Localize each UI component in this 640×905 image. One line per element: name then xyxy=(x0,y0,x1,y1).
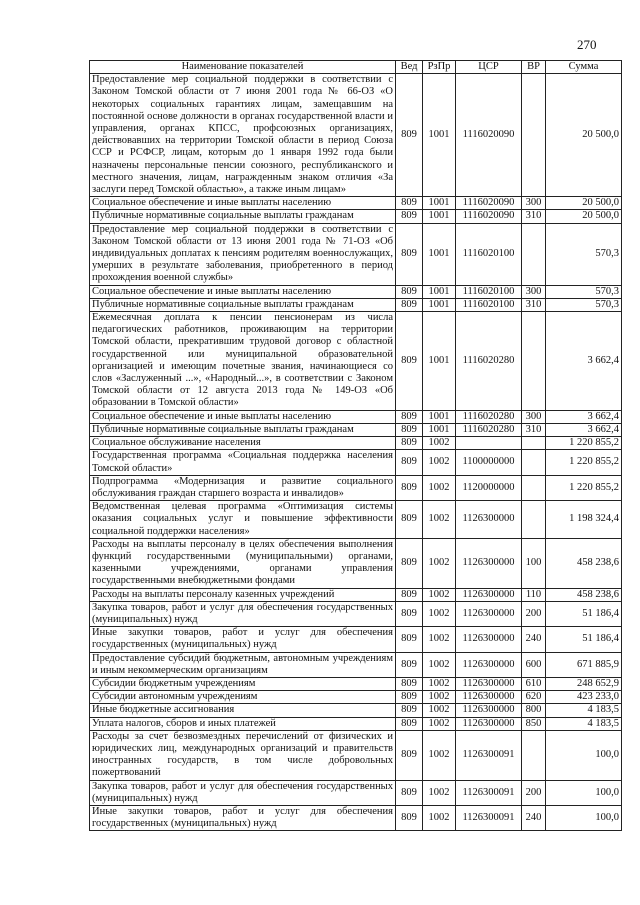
cell-rzpr: 1001 xyxy=(423,74,456,197)
cell-rzpr: 1002 xyxy=(423,730,456,780)
cell-sum: 3 662,4 xyxy=(546,410,622,423)
cell-rzpr: 1002 xyxy=(423,475,456,500)
cell-name: Иные бюджетные ассигнования xyxy=(90,704,396,717)
cell-vr xyxy=(522,730,546,780)
cell-sum: 100,0 xyxy=(546,780,622,805)
cell-vr: 100 xyxy=(522,538,546,588)
table-row xyxy=(90,704,622,717)
cell-vr xyxy=(522,450,546,475)
cell-sum: 4 183,5 xyxy=(546,704,622,717)
cell-name: Расходы на выплаты персоналу в целях обеспечения выполнения функций государственными (муниципальными) органами, казенными учреждениями, органами управления государственными внебюджетными фондами xyxy=(90,538,396,588)
cell-sum: 570,3 xyxy=(546,223,622,285)
cell-ved: 809 xyxy=(396,588,423,601)
budget-table xyxy=(89,60,622,831)
cell-rzpr: 1001 xyxy=(423,312,456,411)
cell-vr: 600 xyxy=(522,652,546,677)
cell-vr: 300 xyxy=(522,285,546,298)
cell-ved: 809 xyxy=(396,805,423,830)
cell-csr: 1116020100 xyxy=(456,223,522,285)
cell-vr: 850 xyxy=(522,717,546,730)
cell-vr: 800 xyxy=(522,704,546,717)
cell-rzpr: 1001 xyxy=(423,285,456,298)
cell-ved: 809 xyxy=(396,691,423,704)
cell-vr xyxy=(522,475,546,500)
cell-csr: 1126300000 xyxy=(456,717,522,730)
table-row xyxy=(90,210,622,223)
cell-vr xyxy=(522,312,546,411)
table-body xyxy=(90,74,622,831)
cell-csr: 1116020100 xyxy=(456,298,522,311)
cell-csr: 1116020280 xyxy=(456,312,522,411)
cell-vr: 610 xyxy=(522,677,546,690)
cell-name: Социальное обеспечение и иные выплаты населению xyxy=(90,410,396,423)
cell-rzpr: 1002 xyxy=(423,437,456,450)
cell-csr: 1120000000 xyxy=(456,475,522,500)
cell-rzpr: 1002 xyxy=(423,501,456,539)
table-row xyxy=(90,538,622,588)
cell-sum: 458 238,6 xyxy=(546,538,622,588)
cell-ved: 809 xyxy=(396,627,423,652)
cell-vr: 300 xyxy=(522,197,546,210)
cell-name: Предоставление мер социальной поддержки в соответствии с Законом Томской области от 7 июня 2001 года № 66-ОЗ «О некоторых социальных гарантиях лицам, замещавшим на постоянной основе должности в органах государственной власти и управления, органах КПСС, профсоюзных организациях, действовавших на территории Томской области в период Союза ССР и РСФСР, лицам, которым до 1 января 1992 года были назначены персональные пенсии союзного, республиканского и местного значения, лицам, награжденным знаком отличия «За заслуги перед Томской областью», а также иным лицам» xyxy=(90,74,396,197)
cell-rzpr: 1001 xyxy=(423,410,456,423)
cell-name: Ведомственная целевая программа «Оптимизация системы оказания социальных услуг и повышение эффективности социальной поддержки населения» xyxy=(90,501,396,539)
table-row xyxy=(90,285,622,298)
cell-vr: 200 xyxy=(522,601,546,626)
cell-csr: 1126300000 xyxy=(456,704,522,717)
table-row xyxy=(90,74,622,197)
cell-name: Публичные нормативные социальные выплаты гражданам xyxy=(90,423,396,436)
table-row xyxy=(90,312,622,411)
header-rzpr: РзПр xyxy=(423,61,456,74)
cell-vr: 110 xyxy=(522,588,546,601)
cell-ved: 809 xyxy=(396,210,423,223)
table-row xyxy=(90,223,622,285)
table-row xyxy=(90,410,622,423)
cell-ved: 809 xyxy=(396,730,423,780)
cell-csr: 1116020090 xyxy=(456,74,522,197)
table-header-row xyxy=(90,61,622,74)
cell-sum: 20 500,0 xyxy=(546,74,622,197)
cell-vr: 300 xyxy=(522,410,546,423)
cell-sum: 3 662,4 xyxy=(546,423,622,436)
table-row xyxy=(90,652,622,677)
header-sum: Сумма xyxy=(546,61,622,74)
cell-name: Расходы на выплаты персоналу казенных учреждений xyxy=(90,588,396,601)
cell-ved: 809 xyxy=(396,450,423,475)
cell-vr: 240 xyxy=(522,805,546,830)
cell-csr: 1126300091 xyxy=(456,805,522,830)
cell-rzpr: 1002 xyxy=(423,780,456,805)
cell-rzpr: 1002 xyxy=(423,601,456,626)
cell-ved: 809 xyxy=(396,223,423,285)
cell-sum: 458 238,6 xyxy=(546,588,622,601)
cell-rzpr: 1001 xyxy=(423,423,456,436)
cell-vr: 310 xyxy=(522,423,546,436)
cell-name: Публичные нормативные социальные выплаты гражданам xyxy=(90,210,396,223)
cell-sum: 51 186,4 xyxy=(546,601,622,626)
cell-rzpr: 1001 xyxy=(423,210,456,223)
cell-vr xyxy=(522,74,546,197)
cell-rzpr: 1002 xyxy=(423,538,456,588)
cell-name: Ежемесячная доплата к пенсии пенсионерам из числа педагогических работников, проживающим на территории Томской области, прекратившим трудовой договор с областной государственной или муниципальной образовательной организацией и имеющим почетные звания, начинающиеся со слов «Заслуженный ...», «Народный...», в соответствии с Законом Томской области от 12 августа 2013 года № 149-ОЗ «Об образовании в Томской области» xyxy=(90,312,396,411)
cell-ved: 809 xyxy=(396,717,423,730)
table-row xyxy=(90,197,622,210)
table-row xyxy=(90,717,622,730)
cell-csr: 1126300000 xyxy=(456,538,522,588)
cell-name: Закупка товаров, работ и услуг для обеспечения государственных (муниципальных) нужд xyxy=(90,601,396,626)
cell-vr xyxy=(522,501,546,539)
cell-name: Закупка товаров, работ и услуг для обеспечения государственных (муниципальных) нужд xyxy=(90,780,396,805)
cell-sum: 1 220 855,2 xyxy=(546,475,622,500)
cell-name: Уплата налогов, сборов и иных платежей xyxy=(90,717,396,730)
table-row xyxy=(90,780,622,805)
cell-ved: 809 xyxy=(396,197,423,210)
cell-vr: 200 xyxy=(522,780,546,805)
table-row xyxy=(90,423,622,436)
cell-name: Публичные нормативные социальные выплаты гражданам xyxy=(90,298,396,311)
cell-ved: 809 xyxy=(396,423,423,436)
cell-rzpr: 1002 xyxy=(423,588,456,601)
cell-ved: 809 xyxy=(396,538,423,588)
table-row xyxy=(90,475,622,500)
table-row xyxy=(90,677,622,690)
cell-csr: 1126300000 xyxy=(456,691,522,704)
cell-ved: 809 xyxy=(396,501,423,539)
cell-name: Подпрограмма «Модернизация и развитие социального обслуживания граждан старшего возраста и инвалидов» xyxy=(90,475,396,500)
cell-rzpr: 1001 xyxy=(423,197,456,210)
header-ved: Вед xyxy=(396,61,423,74)
table-row xyxy=(90,450,622,475)
cell-ved: 809 xyxy=(396,285,423,298)
cell-ved: 809 xyxy=(396,601,423,626)
cell-ved: 809 xyxy=(396,652,423,677)
cell-name: Субсидии автономным учреждениям xyxy=(90,691,396,704)
cell-name: Социальное обслуживание населения xyxy=(90,437,396,450)
cell-ved: 809 xyxy=(396,704,423,717)
cell-rzpr: 1002 xyxy=(423,704,456,717)
cell-sum: 4 183,5 xyxy=(546,717,622,730)
cell-csr: 1126300000 xyxy=(456,677,522,690)
cell-rzpr: 1001 xyxy=(423,298,456,311)
cell-rzpr: 1002 xyxy=(423,652,456,677)
cell-csr: 1126300091 xyxy=(456,780,522,805)
cell-csr: 1100000000 xyxy=(456,450,522,475)
cell-vr: 620 xyxy=(522,691,546,704)
cell-csr: 1116020090 xyxy=(456,210,522,223)
header-csr: ЦСР xyxy=(456,61,522,74)
cell-ved: 809 xyxy=(396,298,423,311)
cell-name: Иные закупки товаров, работ и услуг для обеспечения государственных (муниципальных) нужд xyxy=(90,805,396,830)
cell-csr: 1116020280 xyxy=(456,410,522,423)
cell-rzpr: 1002 xyxy=(423,805,456,830)
cell-csr: 1126300000 xyxy=(456,652,522,677)
cell-rzpr: 1002 xyxy=(423,450,456,475)
table-row xyxy=(90,588,622,601)
cell-vr: 310 xyxy=(522,298,546,311)
cell-name: Социальное обеспечение и иные выплаты населению xyxy=(90,197,396,210)
cell-sum: 671 885,9 xyxy=(546,652,622,677)
header-vr: ВР xyxy=(522,61,546,74)
cell-csr: 1116020100 xyxy=(456,285,522,298)
cell-vr xyxy=(522,223,546,285)
cell-sum: 1 220 855,2 xyxy=(546,450,622,475)
cell-sum: 20 500,0 xyxy=(546,197,622,210)
header-name: Наименование показателей xyxy=(90,61,396,74)
table-row xyxy=(90,730,622,780)
cell-csr: 1126300000 xyxy=(456,601,522,626)
cell-name: Государственная программа «Социальная поддержка населения Томской области» xyxy=(90,450,396,475)
cell-ved: 809 xyxy=(396,437,423,450)
cell-csr: 1116020280 xyxy=(456,423,522,436)
cell-csr: 1116020090 xyxy=(456,197,522,210)
cell-name: Социальное обеспечение и иные выплаты населению xyxy=(90,285,396,298)
cell-sum: 1 220 855,2 xyxy=(546,437,622,450)
cell-sum: 570,3 xyxy=(546,298,622,311)
cell-csr: 1126300000 xyxy=(456,501,522,539)
cell-sum: 100,0 xyxy=(546,805,622,830)
cell-ved: 809 xyxy=(396,312,423,411)
cell-vr xyxy=(522,437,546,450)
cell-rzpr: 1001 xyxy=(423,223,456,285)
cell-sum: 20 500,0 xyxy=(546,210,622,223)
cell-ved: 809 xyxy=(396,677,423,690)
table-row xyxy=(90,298,622,311)
table-row xyxy=(90,501,622,539)
cell-csr: 1126300091 xyxy=(456,730,522,780)
table-row xyxy=(90,691,622,704)
cell-sum: 100,0 xyxy=(546,730,622,780)
table-row xyxy=(90,627,622,652)
cell-sum: 3 662,4 xyxy=(546,312,622,411)
page-number: 270 xyxy=(577,37,597,52)
cell-ved: 809 xyxy=(396,780,423,805)
cell-rzpr: 1002 xyxy=(423,677,456,690)
cell-name: Субсидии бюджетным учреждениям xyxy=(90,677,396,690)
table-row xyxy=(90,805,622,830)
cell-sum: 423 233,0 xyxy=(546,691,622,704)
cell-ved: 809 xyxy=(396,475,423,500)
cell-sum: 248 652,9 xyxy=(546,677,622,690)
cell-vr: 310 xyxy=(522,210,546,223)
table-row xyxy=(90,601,622,626)
cell-sum: 570,3 xyxy=(546,285,622,298)
cell-name: Предоставление мер социальной поддержки в соответствии с Законом Томской области от 13 июня 2001 года № 71-ОЗ «Об индивидуальных доплатах к пенсиям родителям военнослужащих, умерших в результате заболевания, приобретенного в период прохождения военной службы» xyxy=(90,223,396,285)
cell-rzpr: 1002 xyxy=(423,717,456,730)
cell-rzpr: 1002 xyxy=(423,627,456,652)
cell-rzpr: 1002 xyxy=(423,691,456,704)
cell-name: Предоставление субсидий бюджетным, автономным учреждениям и иным некоммерческим организациям xyxy=(90,652,396,677)
cell-sum: 1 198 324,4 xyxy=(546,501,622,539)
cell-ved: 809 xyxy=(396,74,423,197)
cell-csr: 1126300000 xyxy=(456,588,522,601)
cell-name: Иные закупки товаров, работ и услуг для обеспечения государственных (муниципальных) нужд xyxy=(90,627,396,652)
cell-csr: 1126300000 xyxy=(456,627,522,652)
cell-sum: 51 186,4 xyxy=(546,627,622,652)
cell-name: Расходы за счет безвозмездных перечислений от физических и юридических лиц, международных организаций и правительств иностранных государств, в том числе добровольных пожертвований xyxy=(90,730,396,780)
cell-ved: 809 xyxy=(396,410,423,423)
cell-vr: 240 xyxy=(522,627,546,652)
table-row xyxy=(90,437,622,450)
cell-csr xyxy=(456,437,522,450)
